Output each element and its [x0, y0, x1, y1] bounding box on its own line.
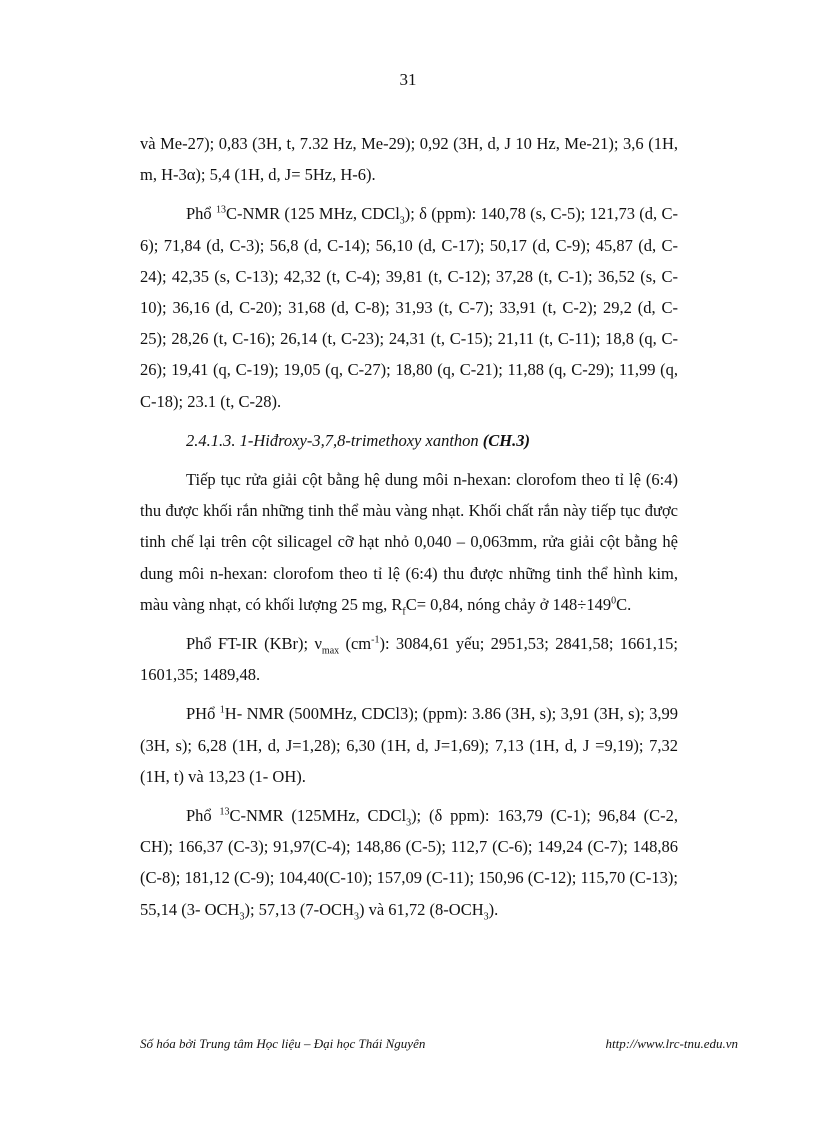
- footer-url: http://www.lrc-tnu.edu.vn: [605, 1036, 738, 1051]
- alpha-symbol: α: [186, 165, 196, 185]
- h1-nmr-paragraph: PHổ $^1$H- NMR (500MHz, CDCl3); (ppm): 3.86 (3H, s); 3,91 (3H, s); 3,99 (3H, s); 6,28 (1H, d, J=1,28); 6,30 (1H, d, J=1,69); 7,13 (1H, d, J =9,19); 7,32 (1H, t) và 13,23 (1- OH).: [140, 704, 678, 786]
- nmr-continuation-paragraph: và Me-27); 0,83 (3H, t, 7.32 Hz, Me-29); 0,92 (3H, d, J 10 Hz, Me-21); 3,6 (1H, m, H-3α); 5,4 (1H, d, J= 5Hz, H-6).: [140, 134, 678, 185]
- c13-nmr-paragraph: Phổ $^{13}$C-NMR (125 MHz, CDCl$_3$); δ (ppm): 140,78 (s, C-5); 121,73 (d, C-6); 71,84 (d, C-3); 56,8 (d, C-14); 56,10 (d, C-17); 50,17 (d, C-9); 45,87 (d, C-24); 42,35 (s, C-13); 42,32 (t, C-4); 39,81 (t, C-12); 37,28 (t, C-1); 36,52 (s, C-10); 36,16 (d, C-20); 31,68 (d, C-8); 31,93 (t, C-7); 33,91 (t, C-2); 29,2 (d, C-25); 28,26 (t, C-16); 26,14 (t, C-23); 24,31 (t, C-15); 21,11 (t, C-11); 18,8 (q, C-26); 19,41 (q, C-19); 19,05 (q, C-27); 18,80 (q, C-21); 11,88 (q, C-29); 11,99 (q, C-18); 23.1 (t, C-28).: [140, 204, 678, 411]
- delta-symbol: δ: [434, 806, 443, 826]
- footer-source: Số hóa bởi Trung tâm Học liệu – Đại học Thái Nguyên: [140, 1036, 426, 1051]
- page-number: 31: [399, 70, 417, 89]
- compound-code: (CH.3): [482, 430, 531, 450]
- c13-nmr-xanthon-paragraph: Phổ $^{13}$C-NMR (125MHz, CDCl$_3$); (δ ppm): 163,79 (C-1); 96,84 (C-2, CH); 166,37 (C-3); 91,97(C-4); 148,86 (C-5); 112,7 (C-6); 149,24 (C-7); 148,86 (C-8); 181,12 (C-9); 104,40(C-10); 157,09 (C-11); 150,96 (C-12); 115,70 (C-13); 55,14 (3- $OCH_3$); 57,13 $(7-OCH_3)$ và 61,72 $(8-OCH_3)$.: [140, 806, 678, 922]
- isolation-paragraph: Tiếp tục rửa giải cột bằng hệ dung môi n-hexan: clorofom theo tỉ lệ (6:4) thu được khối rắn những tinh thể màu vàng nhạt. Khối chất rắn này tiếp tục được tinh chế lại trên cột silicagel cỡ hạt nhỏ 0,040 – 0,063mm, rửa giải cột bằng hệ dung môi n-hexan: clorofom theo tỉ lệ (6:4) thu được những tinh thể hình kim, màu vàng nhạt, có khối lượng 25 mg, $R_fC= 0,84$, nóng chảy ở $148\div 149^0C$.: [140, 470, 678, 618]
- isotope-superscript: 13: [215, 204, 226, 216]
- document-body: [140, 128, 678, 925]
- delta-symbol: δ: [419, 204, 427, 224]
- section-heading: 2.4.1.3. 1-Hiđroxy-3,7,8-trimethoxy xanthon (CH.3): [186, 430, 531, 450]
- ftir-paragraph: Phổ FT-IR (KBr); $\nu_{max}$ $(cm^{-1})$: 3084,61 yếu; 2951,53; 2841,58; 1661,15; 1601,35; 1489,48.: [140, 634, 678, 685]
